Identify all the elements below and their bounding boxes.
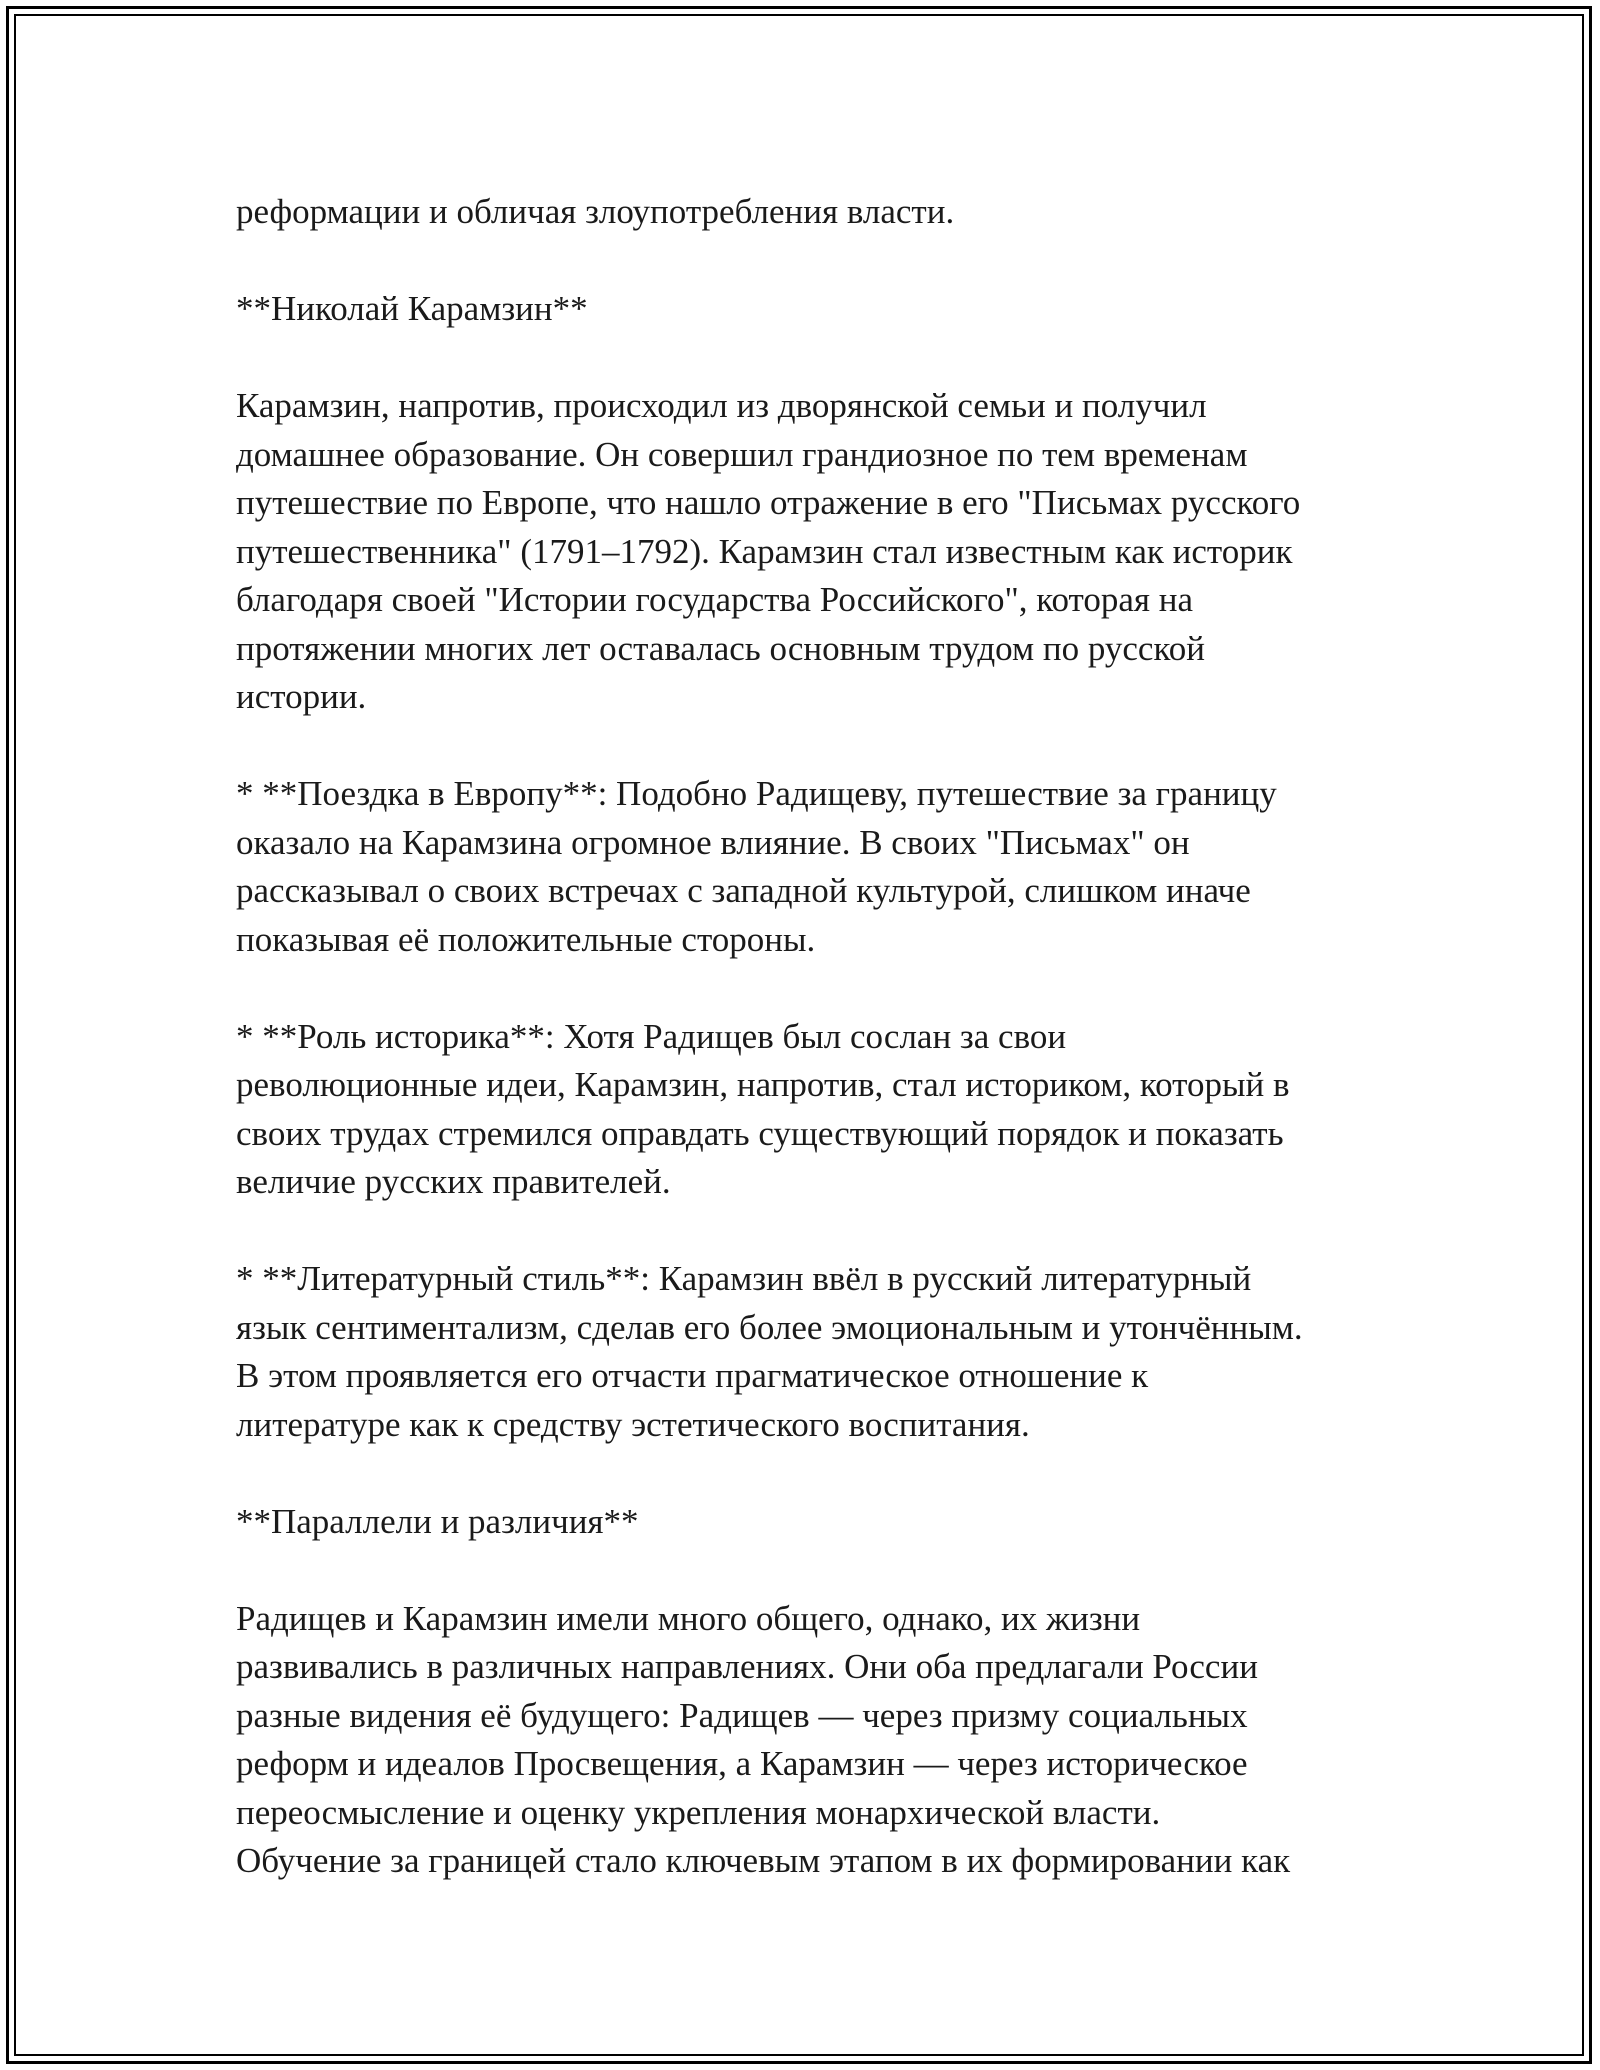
text-line: рассказывал о своих встречах с западной культурой, слишком иначе [236, 871, 1251, 910]
text-line: Радищев и Карамзин имели много общего, однако, их жизни [236, 1598, 1141, 1638]
heading-parallels [236, 1498, 1376, 1547]
text-line: домашнее образование. Он совершил грандиозное по тем временам [236, 434, 1248, 474]
text-line: * **Поездка в Европу**: Подобно Радищеву, путешествие за границу [236, 774, 1277, 813]
text-line: Карамзин, напротив, происходил из дворянской семьи и получил [236, 386, 1207, 425]
text-line: величие русских правителей. [236, 1162, 671, 1201]
text-line: **Николай Карамзин** [236, 289, 588, 328]
text-line: литературе как к средству эстетического воспитания. [236, 1404, 1030, 1444]
text-line: язык сентиментализм, сделав его более эмоциональным и утончённым. [236, 1307, 1303, 1347]
text-line: своих трудах стремился оправдать существующий порядок и показать [236, 1113, 1284, 1153]
text-line: переосмысление и оценку укрепления монархической власти. [236, 1792, 1161, 1832]
paragraph-karamzin-bio [236, 382, 1376, 722]
text-line: реформ и идеалов Просвещения, а Карамзин — через историческое [236, 1744, 1248, 1783]
bullet-historian-role [236, 1013, 1376, 1207]
text-line: показывая её положительные стороны. [236, 919, 816, 959]
text-line: оказало на Карамзина огромное влияние. В своих "Письмах" он [236, 822, 1190, 862]
document-body [236, 188, 1376, 1934]
text-line: **Параллели и различия** [236, 1501, 639, 1541]
text-line: путешественника" (1791–1792). Карамзин стал известным как историк [236, 531, 1293, 571]
text-line: истории. [236, 677, 367, 716]
text-line: революционные идеи, Карамзин, напротив, стал историком, который в [236, 1065, 1290, 1104]
text-line: благодаря своей "Истории государства Российского", которая на [236, 580, 1194, 619]
text-line: Обучение за границей стало ключевым этапом в их формировании как [236, 1841, 1291, 1880]
text-line: путешествие по Европе, что нашло отражение в его "Письмах русского [236, 483, 1301, 522]
text-line: * **Роль историка**: Хотя Радищев был сослан за свои [236, 1016, 1067, 1056]
paragraph-parallels [236, 1595, 1376, 1886]
paragraph-intro-tail [236, 188, 1376, 237]
bullet-europe-trip [236, 770, 1376, 964]
heading-karamzin [236, 285, 1376, 334]
text-line: реформации и обличая злоупотребления власти. [236, 192, 955, 231]
text-line: развивались в различных направлениях. Они оба предлагали России [236, 1647, 1258, 1686]
text-line: протяжении многих лет оставалась основным трудом по русской [236, 628, 1205, 668]
text-line: разные видения её будущего: Радищев — через призму социальных [236, 1695, 1248, 1735]
bullet-literary-style [236, 1255, 1376, 1449]
text-line: * **Литературный стиль**: Карамзин ввёл в русский литературный [236, 1259, 1252, 1298]
text-line: В этом проявляется его отчасти прагматическое отношение к [236, 1356, 1149, 1395]
